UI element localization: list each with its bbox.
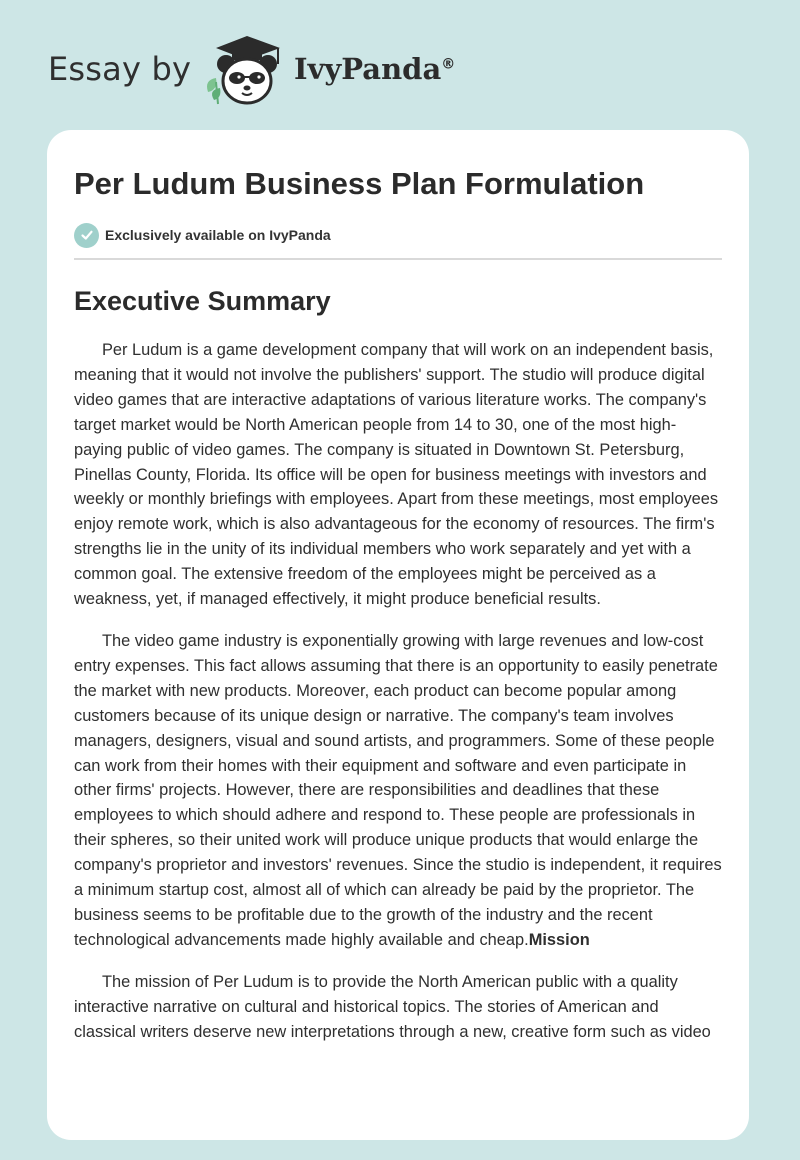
paragraph-1: Per Ludum is a game development company that will work on an independent basis, meaning that it would not involve the publishers' support. The studio will produce digital video games that are interactive adaptations of various literature works. The company's target market would be North American people from 14 to 30, one of the most high-paying public of video games. The company is situated in Downtown St. Petersburg, Pinellas County, Florida. Its office will be open for business meetings with investors and weekly or monthly briefings with employees. Apart from these meetings, most employees enjoy remote work, which is also advantageous for the economy of resources. The firm's strengths lie in the unity of its individual members who work separately and yet with a common goal. The extensive freedom of the employees might be perceived as a weakness, yet, if managed effectively, it might produce beneficial results. (74, 341, 719, 609)
mission-heading: Mission (528, 930, 590, 949)
paragraph-2 (74, 629, 722, 953)
site-header (48, 34, 568, 114)
panda-graduate-logo[interactable] (202, 34, 288, 108)
divider (74, 258, 722, 260)
paragraph-3: The mission of Per Ludum is to provide the North American public with a quality interactive narrative on cultural and historical topics. The stories of American and classical writers deserve new interpretations through a new, creative form such as video (74, 972, 711, 1041)
section-heading: Executive Summary (74, 286, 331, 316)
paragraph-2-text: The video game industry is exponentially growing with large revenues and low-cost entry expenses. This fact allows assuming that there is an opportunity to easily penetrate the market with new products. Moreover, each product can become popular among customers because of its unique design or narrative. The company's team involves managers, designers, visual and sound artists, and programmers. Some of these people can work from their homes with their equipment and software and even participate in other firms' projects. However, there are responsibilities and deadlines that these employees to which should adhere and respond to. These people are professionals in their spheres, so their united work will produce unique products that would enlarge the company's proprietor and investors' revenues. Since the studio is independent, it requires a minimum startup cost, almost all of which can already be paid by the proprietor. The business seems to be profitable due to the growth of the industry and the recent technological advancements made highly available and cheap. (74, 631, 722, 949)
essay-body (74, 338, 722, 1044)
brand-name[interactable]: IvyPanda® (294, 52, 456, 86)
exclusive-badge-text: Exclusively available on IvyPanda (105, 227, 331, 243)
essay-card (47, 130, 749, 1140)
exclusive-badge (74, 222, 722, 248)
check-circle-icon (74, 223, 99, 248)
essay-by-label: Essay by (48, 50, 192, 88)
page-title: Per Ludum Business Plan Formulation (74, 166, 645, 201)
